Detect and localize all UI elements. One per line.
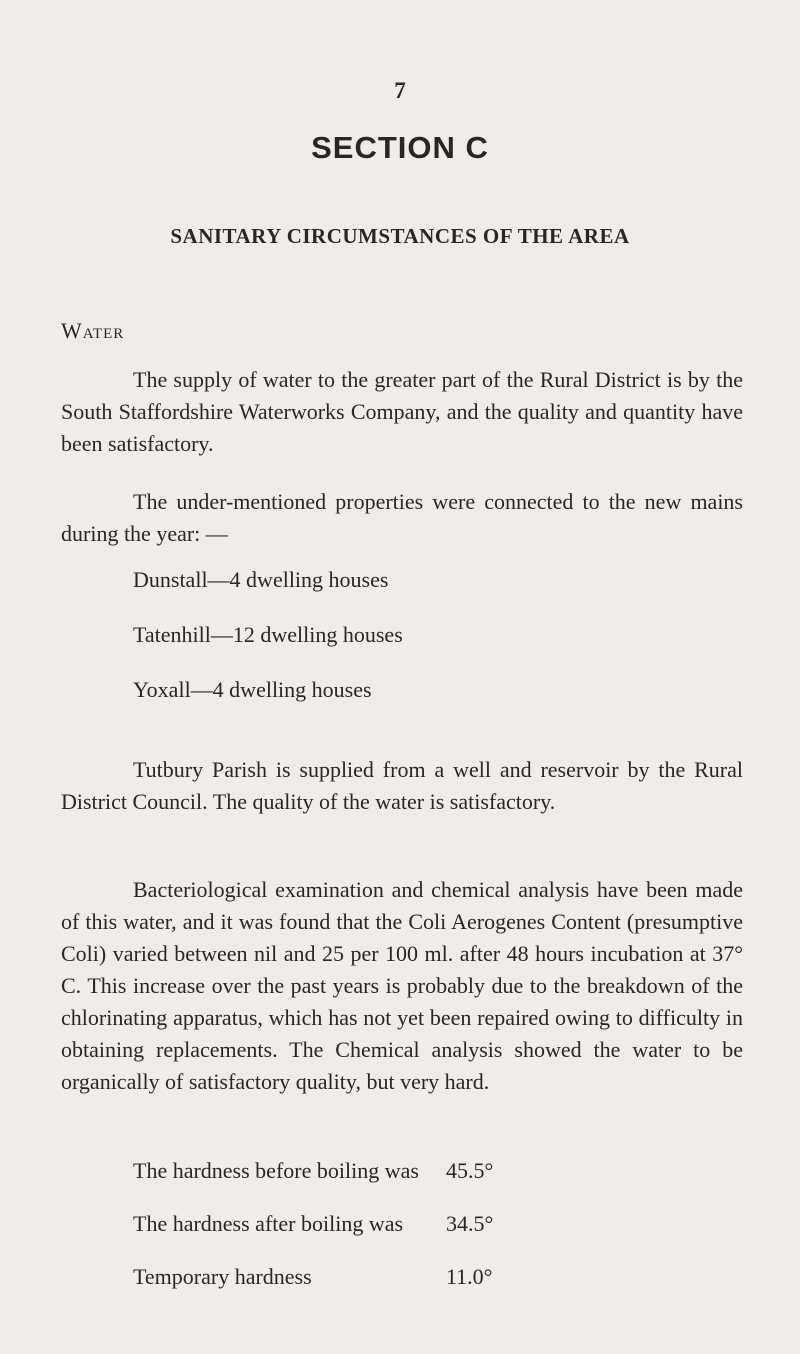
list-item: Tatenhill—12 dwelling houses bbox=[133, 622, 403, 647]
hardness-label: The hardness after boiling was bbox=[133, 1211, 404, 1236]
hardness-label: The hardness before boiling was bbox=[133, 1158, 419, 1183]
tutbury-paragraph: Tutbury Parish is supplied from a well and reservoir by the Rural District Council. The quality of the water is satisfactory. bbox=[61, 757, 743, 814]
water-heading: Water bbox=[61, 318, 125, 343]
hardness-value: 45.5° bbox=[446, 1158, 494, 1183]
section-title: SECTION C bbox=[311, 130, 489, 165]
section-subtitle: SANITARY CIRCUMSTANCES OF THE AREA bbox=[170, 224, 630, 248]
hardness-label: Temporary hardness bbox=[133, 1264, 312, 1289]
water-supply-paragraph: The supply of water to the greater part of the Rural District is by the South Staffordshire Waterworks Company, and the quality and quantity have been satisfactory. bbox=[61, 367, 743, 456]
new-mains-paragraph: The under-mentioned properties were connected to the new mains during the year: — bbox=[61, 489, 743, 546]
hardness-value: 11.0° bbox=[446, 1264, 493, 1289]
page-number: 7 bbox=[394, 78, 406, 103]
list-item: Dunstall—4 dwelling houses bbox=[133, 567, 389, 592]
bacteriological-paragraph: Bacteriological examination and chemical analysis have been made of this water, and it was found that the Coli Aerogenes Content (presumptive Coli) varied between nil and 25 per 100 ml. after 48 hours incubation at 37° C. This increase over the past years is probably due to the breakdown of the chlorinating apparatus, which has not yet been repaired owing to difficulty in obtaining replacements. The Chemical analysis showed the water to be organically of satisfactory quality, but very hard. bbox=[61, 877, 743, 1094]
list-item: Yoxall—4 dwelling houses bbox=[133, 677, 372, 702]
hardness-value: 34.5° bbox=[446, 1211, 494, 1236]
